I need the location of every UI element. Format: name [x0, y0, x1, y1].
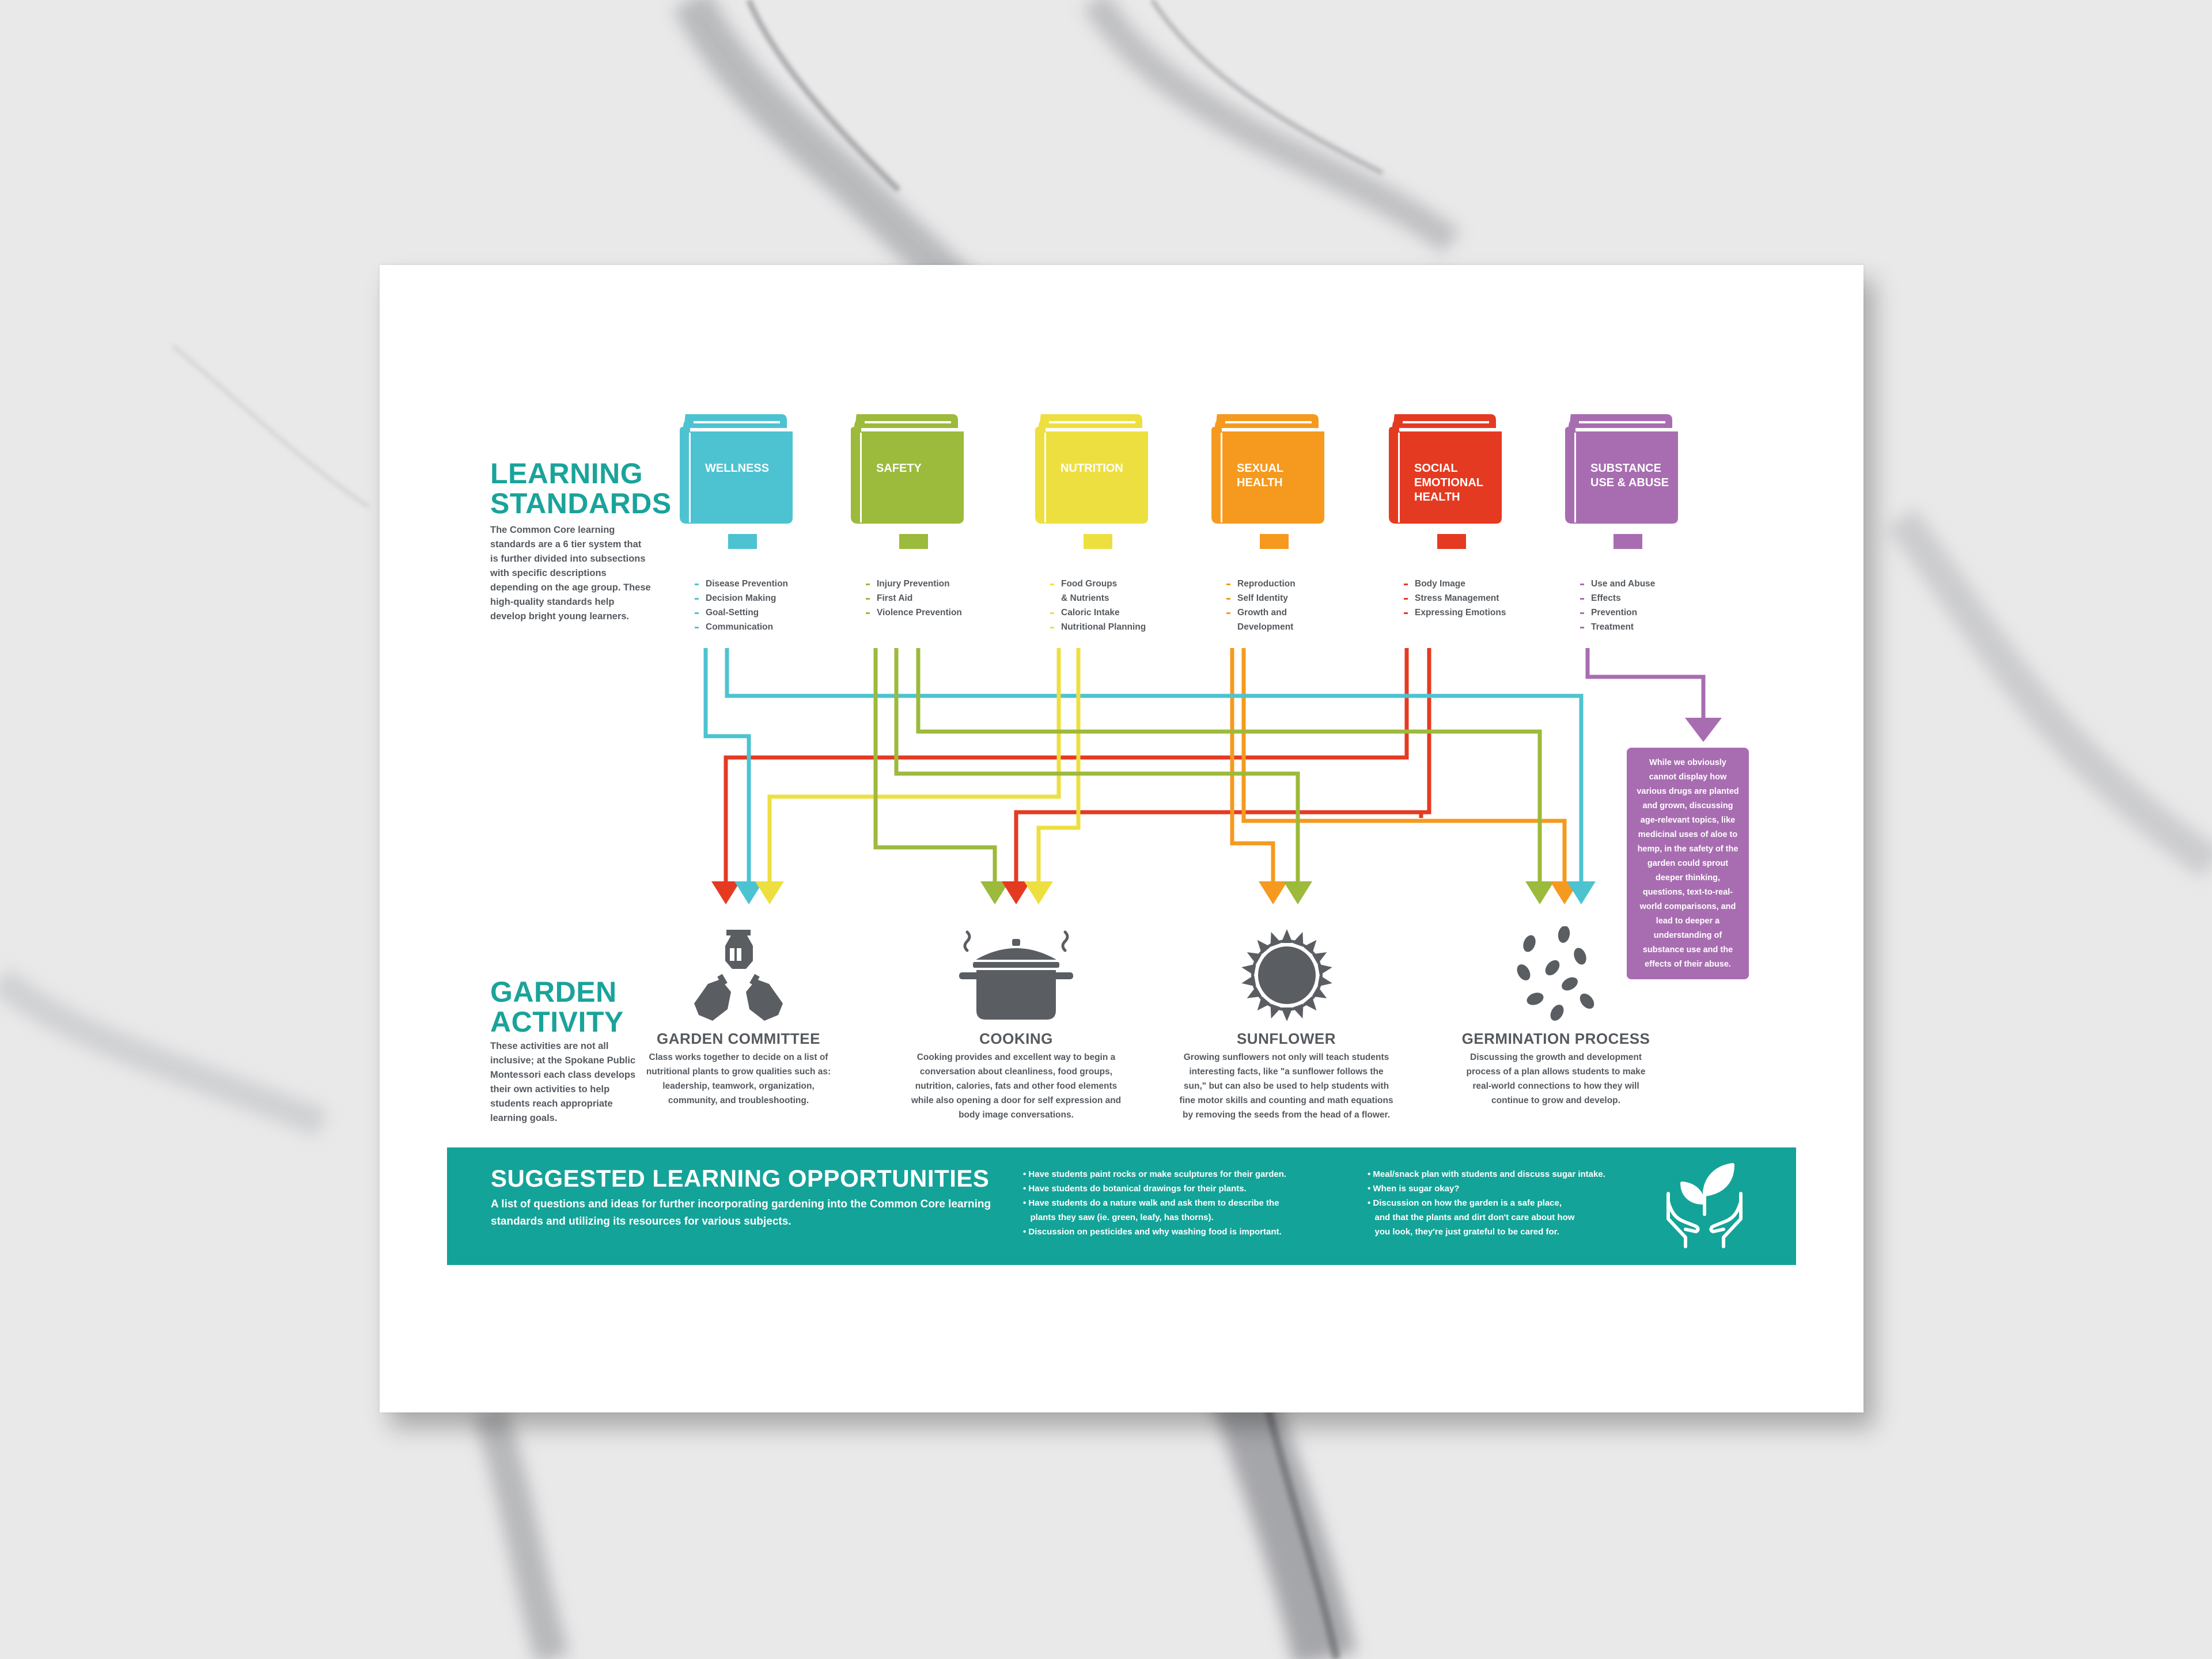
list-item-text: Caloric Intake [1061, 608, 1120, 618]
list-item: and that the plants and dirt don't care about how [1368, 1213, 1575, 1222]
list-item [1050, 591, 1200, 605]
book-label-wellness: WELLNESS [705, 462, 770, 475]
list-item-text: Decision Making [706, 593, 777, 603]
learning-standards-heading [490, 459, 672, 518]
list-item-text: Reproduction [1237, 579, 1296, 589]
suggested-list-2 [1368, 1167, 1656, 1239]
list-item: • Meal/snack plan with students and discuss sugar intake. [1368, 1169, 1605, 1179]
list-item [866, 591, 1016, 605]
list-item [1050, 620, 1200, 634]
list-item: • Discussion on how the garden is a safe place, [1368, 1198, 1562, 1208]
list-item: plants they saw (ie. green, leafy, has thorns). [1023, 1213, 1214, 1222]
book-substance-use-abuse [1564, 413, 1679, 546]
book-label-substance-use-abuse: SUBSTANCE USE & ABUSE [1590, 462, 1669, 489]
activity-description-germination-process: Discussing the growth and development process of a plan allows students to make real-world connections to how they will continue to grow and develop. [1466, 1052, 1646, 1105]
list-item [1050, 605, 1200, 620]
sunflower-icon [1238, 926, 1336, 1024]
book-label-sexual-health: SEXUAL HEALTH [1237, 462, 1283, 489]
list-item: • Discussion on pesticides and why washing food is important. [1023, 1227, 1282, 1237]
hands-together-icon [690, 927, 787, 1025]
list-item [1226, 577, 1376, 591]
list-item [695, 605, 844, 620]
list-item [1050, 577, 1200, 591]
book-sexual-health [1210, 413, 1325, 546]
list-item-text: Goal-Setting [706, 608, 759, 618]
substance-topics-list [1580, 577, 1730, 634]
nutrition-topics-list [1050, 577, 1200, 634]
substance-note-text: While we obviously cannot display how various drugs are planted and grown, discussing age-relevant topics, like medicinal uses of aloe to hemp, in the safety of the garden could sprout deeper thinking, questions, text-to-real-world comparisons, and lead to deeper a understanding of substance use and the effects of their abuse. [1637, 758, 1739, 969]
substance-note-box [1627, 748, 1749, 979]
book-label-nutrition: NUTRITION [1060, 462, 1123, 475]
book-social-emotional-health [1388, 413, 1503, 546]
list-item-text: Prevention [1591, 608, 1638, 618]
list-item [1580, 620, 1730, 634]
learning-standards-description: The Common Core learning standards are a 6 tier system that is further divided into subsections with specific descriptions depending on the age group. These high-quality standards help develop bright young learners. [490, 525, 651, 622]
activity-title-sunflower: SUNFLOWER [1236, 1030, 1336, 1047]
list-item-text: Food Groups [1061, 579, 1118, 589]
list-item-text: Effects [1591, 593, 1621, 603]
garden-activity-heading-line1: GARDEN [490, 976, 617, 1008]
list-item [1404, 591, 1554, 605]
list-item-text: Violence Prevention [877, 608, 962, 618]
suggested-list-1 [1023, 1167, 1346, 1239]
learning-standards-heading-line2: STANDARDS [490, 487, 672, 520]
garden-activity-heading-line2: ACTIVITY [490, 1006, 624, 1038]
list-item-text: Development [1237, 622, 1294, 632]
book-label-safety: SAFETY [876, 462, 922, 475]
cooking-pot-icon [956, 927, 1077, 1025]
list-item: • When is sugar okay? [1368, 1184, 1460, 1194]
list-item [1580, 605, 1730, 620]
list-item-text: Body Image [1415, 579, 1465, 589]
list-item-text: Nutritional Planning [1061, 622, 1146, 632]
list-item: • Have students do botanical drawings for their plants. [1023, 1184, 1247, 1194]
learning-standards-heading-line1: LEARNING [490, 457, 643, 490]
book-safety [850, 413, 965, 546]
list-item [1226, 591, 1376, 605]
list-item [1226, 620, 1376, 634]
activity-title-cooking: COOKING [979, 1030, 1053, 1047]
social-emotional-topics-list [1404, 577, 1554, 620]
activity-title-germination-process: GERMINATION PROCESS [1461, 1030, 1650, 1047]
list-item [1580, 577, 1730, 591]
list-item: you look, they're just grateful to be cared for. [1368, 1227, 1559, 1237]
activity-title-garden-committee: GARDEN COMMITTEE [657, 1030, 820, 1047]
suggested-learning-title: SUGGESTED LEARNING OPPORTUNITIES [491, 1165, 990, 1192]
wellness-topics-list [695, 577, 844, 634]
list-item [1580, 591, 1730, 605]
list-item-text: Use and Abuse [1591, 579, 1656, 589]
list-item [695, 591, 844, 605]
book-icon [1034, 413, 1149, 549]
list-item: • Have students do a nature walk and ask them to describe the [1023, 1198, 1279, 1208]
safety-topics-list [866, 577, 1016, 620]
activity-description-sunflower: Growing sunflowers not only will teach students interesting facts, like "a sunflower follows the sun," but can also be used to help students with fine motor skills and counting and math equations by removing the seeds from the head of a flower. [1179, 1052, 1393, 1120]
list-item: • Have students paint rocks or make sculptures for their garden. [1023, 1169, 1287, 1179]
book-wellness [679, 413, 794, 546]
activity-description-cooking: Cooking provides and excellent way to begin a conversation about cleanliness, food groups, nutrition, calories, fats and other food elements while also opening a door for self expression and body image conversations. [911, 1052, 1122, 1120]
list-item [1404, 605, 1554, 620]
list-item-text: Stress Management [1415, 593, 1499, 603]
list-item-text: Growth and [1237, 608, 1287, 618]
book-label-social-emotional-health: SOCIAL EMOTIONAL HEALTH [1414, 462, 1483, 503]
list-item-text: & Nutrients [1061, 593, 1109, 603]
suggested-learning-description: A list of questions and ideas for further incorporating gardening into the Common Core learning standards and utilizing its resources for various subjects. [491, 1198, 991, 1228]
suggested-learning-bar [447, 1147, 1796, 1265]
garden-activity-description: These activities are not all inclusive; at the Spokane Public Montessori each class develops their own activities to help students reach appropriate learning goals. [490, 1041, 636, 1123]
list-item-text: Injury Prevention [877, 579, 950, 589]
list-item [1226, 605, 1376, 620]
sexual-health-topics-list [1226, 577, 1376, 634]
list-item-text: Self Identity [1237, 593, 1288, 603]
list-item [1404, 577, 1554, 591]
list-item-text: Treatment [1591, 622, 1634, 632]
list-item-text: Expressing Emotions [1415, 608, 1506, 618]
list-item-text: Disease Prevention [706, 579, 789, 589]
list-item [695, 577, 844, 591]
seeds-icon [1512, 926, 1599, 1024]
book-icon [850, 413, 965, 549]
list-item [695, 620, 844, 634]
infographic-poster [380, 265, 1863, 1412]
list-item [866, 605, 1016, 620]
hands-sprout-icon [1662, 1161, 1747, 1249]
list-item-text: Communication [706, 622, 774, 632]
list-item [866, 577, 1016, 591]
book-icon [679, 413, 794, 549]
garden-activity-heading [490, 977, 624, 1037]
activity-description-garden-committee: Class works together to decide on a list of nutritional plants to grow qualities such as: leadership, teamwork, organization, community, and troubleshooting. [646, 1052, 831, 1105]
list-item-text: First Aid [877, 593, 913, 603]
book-nutrition [1034, 413, 1149, 546]
